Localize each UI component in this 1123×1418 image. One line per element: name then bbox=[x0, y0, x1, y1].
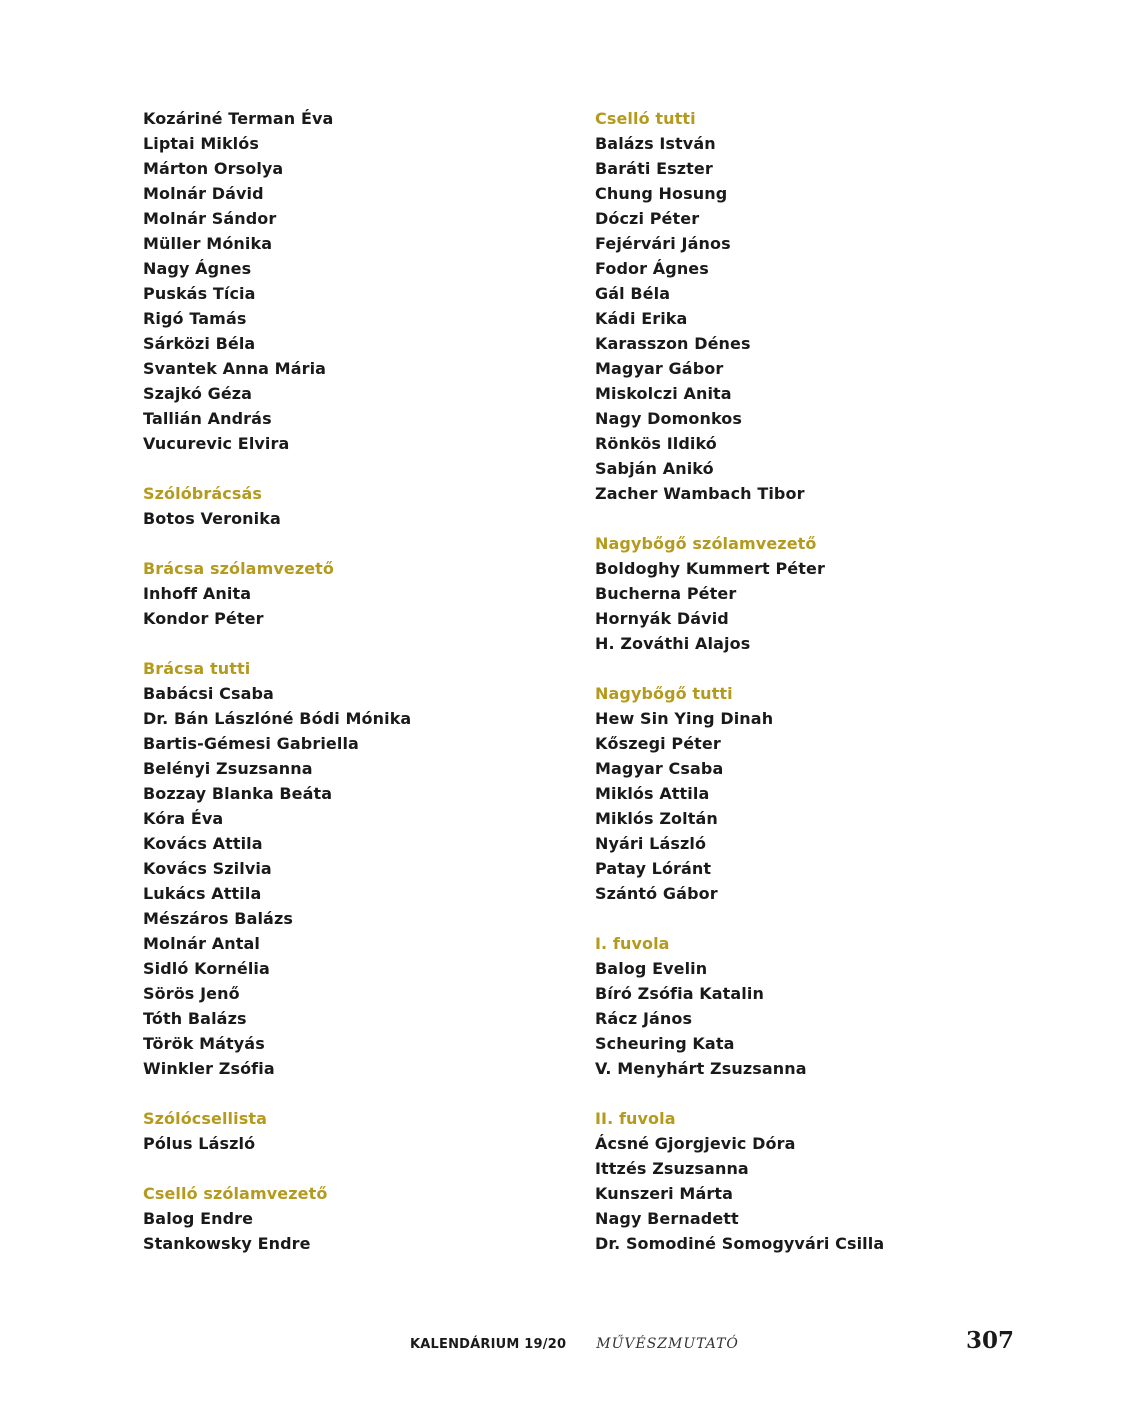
roster-section bbox=[143, 481, 563, 531]
member-name: Winkler Zsófia bbox=[143, 1059, 275, 1078]
member-name: Rigó Tamás bbox=[143, 309, 247, 328]
member-name: Dr. Bán Lászlóné Bódi Mónika bbox=[143, 709, 412, 728]
member-name: Magyar Gábor bbox=[595, 359, 724, 378]
member-name: H. Zováthi Alajos bbox=[595, 634, 751, 653]
section-heading: Szólóbrácsás bbox=[143, 484, 262, 503]
member-name: Balázs István bbox=[595, 134, 716, 153]
member-name: Chung Hosung bbox=[595, 184, 728, 203]
member-name: Rácz János bbox=[595, 1009, 693, 1028]
section-heading: Brácsa szólamvezető bbox=[143, 559, 335, 578]
member-name: Kozáriné Terman Éva bbox=[143, 109, 334, 128]
member-name: Szántó Gábor bbox=[595, 884, 718, 903]
section-heading: Brácsa tutti bbox=[143, 659, 251, 678]
member-name: Gál Béla bbox=[595, 284, 671, 303]
section-heading: Nagybőgő szólamvezető bbox=[595, 534, 817, 553]
roster-section bbox=[595, 681, 1055, 906]
section-heading: Cselló tutti bbox=[595, 109, 696, 128]
member-name: Nagy Bernadett bbox=[595, 1209, 739, 1228]
member-name: Vucurevic Elvira bbox=[143, 434, 290, 453]
member-name: Dóczi Péter bbox=[595, 209, 700, 228]
member-name: Balog Endre bbox=[143, 1209, 254, 1228]
member-name: Nyári László bbox=[595, 834, 707, 853]
member-name: Bozzay Blanka Beáta bbox=[143, 784, 333, 803]
member-name: Kádi Erika bbox=[595, 309, 688, 328]
member-name: Karasszon Dénes bbox=[595, 334, 751, 353]
section-heading: Szólócsellista bbox=[143, 1109, 267, 1128]
member-name: Botos Veronika bbox=[143, 509, 281, 528]
member-name: Mészáros Balázs bbox=[143, 909, 293, 928]
member-name: Ácsné Gjorgjevic Dóra bbox=[595, 1134, 796, 1153]
section-heading: Nagybőgő tutti bbox=[595, 684, 733, 703]
member-name: Kovács Szilvia bbox=[143, 859, 272, 878]
member-name: Magyar Csaba bbox=[595, 759, 724, 778]
member-name: Boldoghy Kummert Péter bbox=[595, 559, 825, 578]
member-name: Kovács Attila bbox=[143, 834, 263, 853]
footer-section-title: MŰVÉSZMUTATÓ bbox=[596, 1336, 739, 1352]
right-column bbox=[595, 106, 1055, 1281]
member-name: Bucherna Péter bbox=[595, 584, 737, 603]
member-name: Sörös Jenő bbox=[143, 984, 240, 1003]
member-name: Molnár Antal bbox=[143, 934, 260, 953]
member-name: Hew Sin Ying Dinah bbox=[595, 709, 774, 728]
member-name: Hornyák Dávid bbox=[595, 609, 729, 628]
roster-section bbox=[595, 1106, 1055, 1256]
member-name: Baráti Eszter bbox=[595, 159, 713, 178]
section-heading: I. fuvola bbox=[595, 934, 670, 953]
roster-section bbox=[595, 106, 1055, 506]
member-name: Márton Orsolya bbox=[143, 159, 284, 178]
member-name: Sidló Kornélia bbox=[143, 959, 270, 978]
member-name: Scheuring Kata bbox=[595, 1034, 735, 1053]
member-name: Sárközi Béla bbox=[143, 334, 256, 353]
member-name: Puskás Tícia bbox=[143, 284, 256, 303]
member-name: Miklós Zoltán bbox=[595, 809, 718, 828]
page-footer bbox=[410, 1336, 739, 1356]
member-name: Kőszegi Péter bbox=[595, 734, 721, 753]
member-name: Müller Mónika bbox=[143, 234, 273, 253]
member-name: Molnár Dávid bbox=[143, 184, 264, 203]
member-name: Miklós Attila bbox=[595, 784, 710, 803]
member-name: Zacher Wambach Tibor bbox=[595, 484, 805, 503]
section-heading: II. fuvola bbox=[595, 1109, 676, 1128]
member-name: Patay Lóránt bbox=[595, 859, 712, 878]
member-name: Kunszeri Márta bbox=[595, 1184, 733, 1203]
member-name: Sabján Anikó bbox=[595, 459, 714, 478]
member-name: Pólus László bbox=[143, 1134, 256, 1153]
member-name: Stankowsky Endre bbox=[143, 1234, 311, 1253]
roster-section bbox=[143, 1181, 563, 1256]
member-name: Dr. Somodiné Somogyvári Csilla bbox=[595, 1234, 885, 1253]
member-name: Fodor Ágnes bbox=[595, 259, 709, 278]
member-name: Kondor Péter bbox=[143, 609, 264, 628]
member-name: Tóth Balázs bbox=[143, 1009, 247, 1028]
roster-section bbox=[143, 106, 563, 456]
member-name: Szajkó Géza bbox=[143, 384, 253, 403]
member-name: Belényi Zsuzsanna bbox=[143, 759, 313, 778]
left-column bbox=[143, 106, 563, 1281]
member-name: Babácsi Csaba bbox=[143, 684, 274, 703]
member-name: Rönkös Ildikó bbox=[595, 434, 717, 453]
member-name: Nagy Domonkos bbox=[595, 409, 742, 428]
roster-section bbox=[595, 931, 1055, 1081]
member-name: Bíró Zsófia Katalin bbox=[595, 984, 764, 1003]
member-name: Fejérvári János bbox=[595, 234, 731, 253]
member-name: Tallián András bbox=[143, 409, 272, 428]
member-name: Molnár Sándor bbox=[143, 209, 277, 228]
member-name: Török Mátyás bbox=[143, 1034, 265, 1053]
member-name: Lukács Attila bbox=[143, 884, 262, 903]
member-name: Liptai Miklós bbox=[143, 134, 259, 153]
member-name: Bartis-Gémesi Gabriella bbox=[143, 734, 359, 753]
member-name: Nagy Ágnes bbox=[143, 259, 252, 278]
member-name: Inhoff Anita bbox=[143, 584, 252, 603]
page-number: 307 bbox=[966, 1327, 1015, 1354]
member-name: Balog Evelin bbox=[595, 959, 708, 978]
member-name: Miskolczi Anita bbox=[595, 384, 732, 403]
member-name: V. Menyhárt Zsuzsanna bbox=[595, 1059, 807, 1078]
roster-section bbox=[595, 531, 1055, 656]
member-name: Ittzés Zsuzsanna bbox=[595, 1159, 749, 1178]
member-name: Kóra Éva bbox=[143, 809, 224, 828]
roster-section bbox=[143, 556, 563, 631]
roster-section bbox=[143, 656, 563, 1081]
member-name: Svantek Anna Mária bbox=[143, 359, 327, 378]
roster-section bbox=[143, 1106, 563, 1156]
footer-publication-title: KALENDÁRIUM 19/20 bbox=[410, 1337, 567, 1352]
section-heading: Cselló szólamvezető bbox=[143, 1184, 328, 1203]
